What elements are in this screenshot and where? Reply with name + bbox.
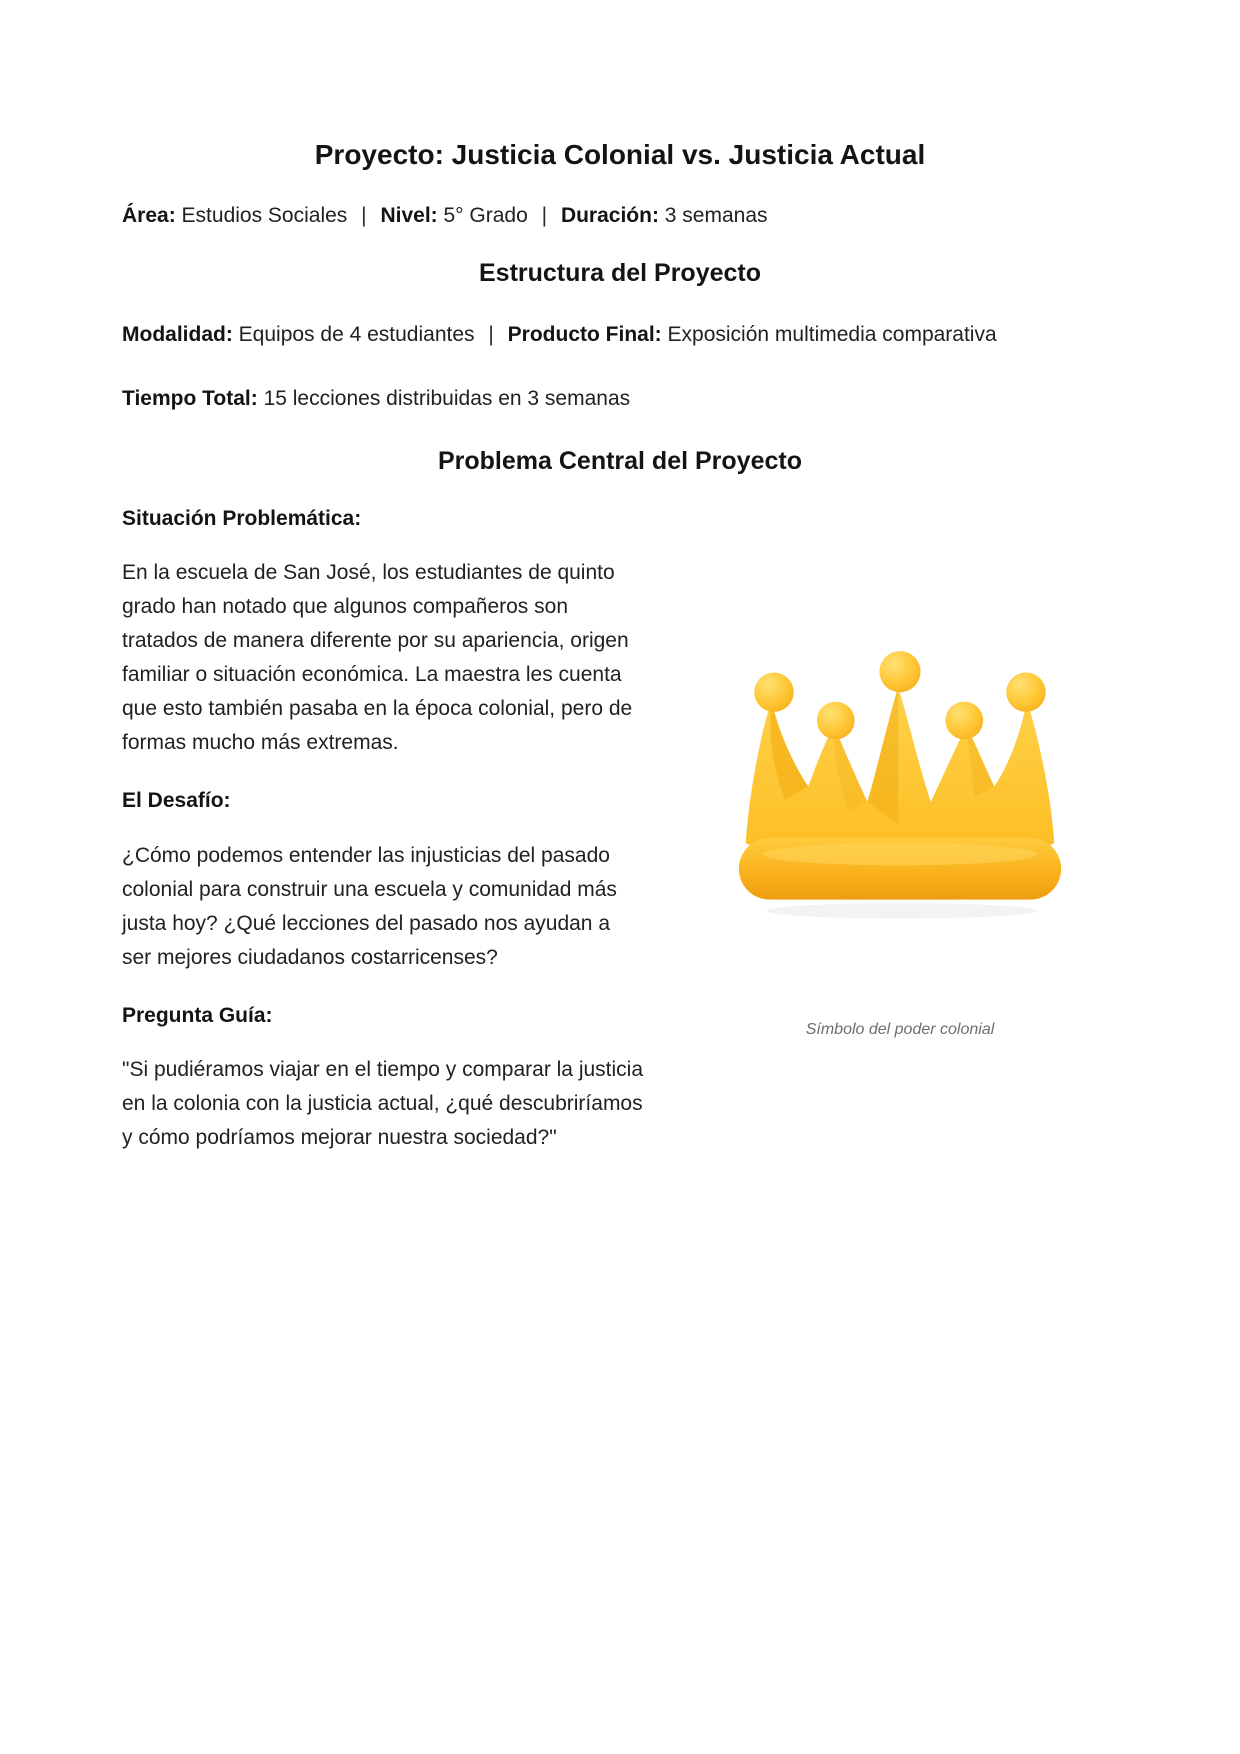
label-tiempo-total: Tiempo Total: [122,386,258,410]
subheading-pregunta-guia: Pregunta Guía: [122,1003,273,1027]
figure-caption: Símbolo del poder colonial [805,1020,995,1038]
value-tiempo-total: 15 lecciones distribuidas en 3 semanas [263,386,631,410]
paragraph-pregunta-guia: "Si pudiéramos viajar en el tiempo y comparar la justicia en la colonia con la justicia actual, ¿qué descubriríamos y cómo podríamos mejorar nuestra sociedad?" [122,1057,644,1149]
subheading-situacion: Situación Problemática: [122,506,362,530]
label-producto-final: Producto Final: [507,322,662,346]
page-title: Proyecto: Justicia Colonial vs. Justicia Actual [314,139,926,170]
estructura-tiempo-line [122,382,1118,416]
pipe-separator: | [361,203,367,227]
meta-value-nivel: 5° Grado [443,203,528,227]
pipe-separator: | [488,322,494,346]
meta-label-area: Área: [122,203,176,227]
paragraph-situacion: En la escuela de San José, los estudiantes de quinto grado han notado que algunos compañeros son tratados de manera diferente por su apariencia, origen familiar o situación económica. La maestra les cuenta que esto también pasaba en la época colonial, pero de formas mucho más extremas. [122,561,633,755]
estructura-modalidad-line [122,318,1027,352]
meta-line [122,202,1118,230]
colonial-power-figure [682,506,1118,1041]
meta-value-area: Estudios Sociales [181,203,348,227]
problema-text-column [122,506,682,1183]
subheading-desafio: El Desafío: [122,789,231,813]
label-modalidad: Modalidad: [122,322,233,346]
meta-value-duracion: 3 semanas [664,203,768,227]
pipe-separator: | [541,203,548,227]
section-heading-problema: Problema Central del Proyecto [437,446,802,475]
meta-label-duracion: Duración: [560,203,659,227]
meta-label-nivel: Nivel: [380,203,438,227]
crown-icon [720,639,1080,922]
two-column-layout [122,506,1118,1183]
value-modalidad: Equipos de 4 estudiantes [238,322,475,346]
value-producto-final: Exposición multimedia comparativa [667,322,997,346]
paragraph-desafio: ¿Cómo podemos entender las injusticias del pasado colonial para construir una escuela y comunidad más justa hoy? ¿Qué lecciones del pasado nos ayudan a ser mejores ciudadanos costarricenses? [122,843,617,969]
section-heading-estructura: Estructura del Proyecto [478,258,762,287]
